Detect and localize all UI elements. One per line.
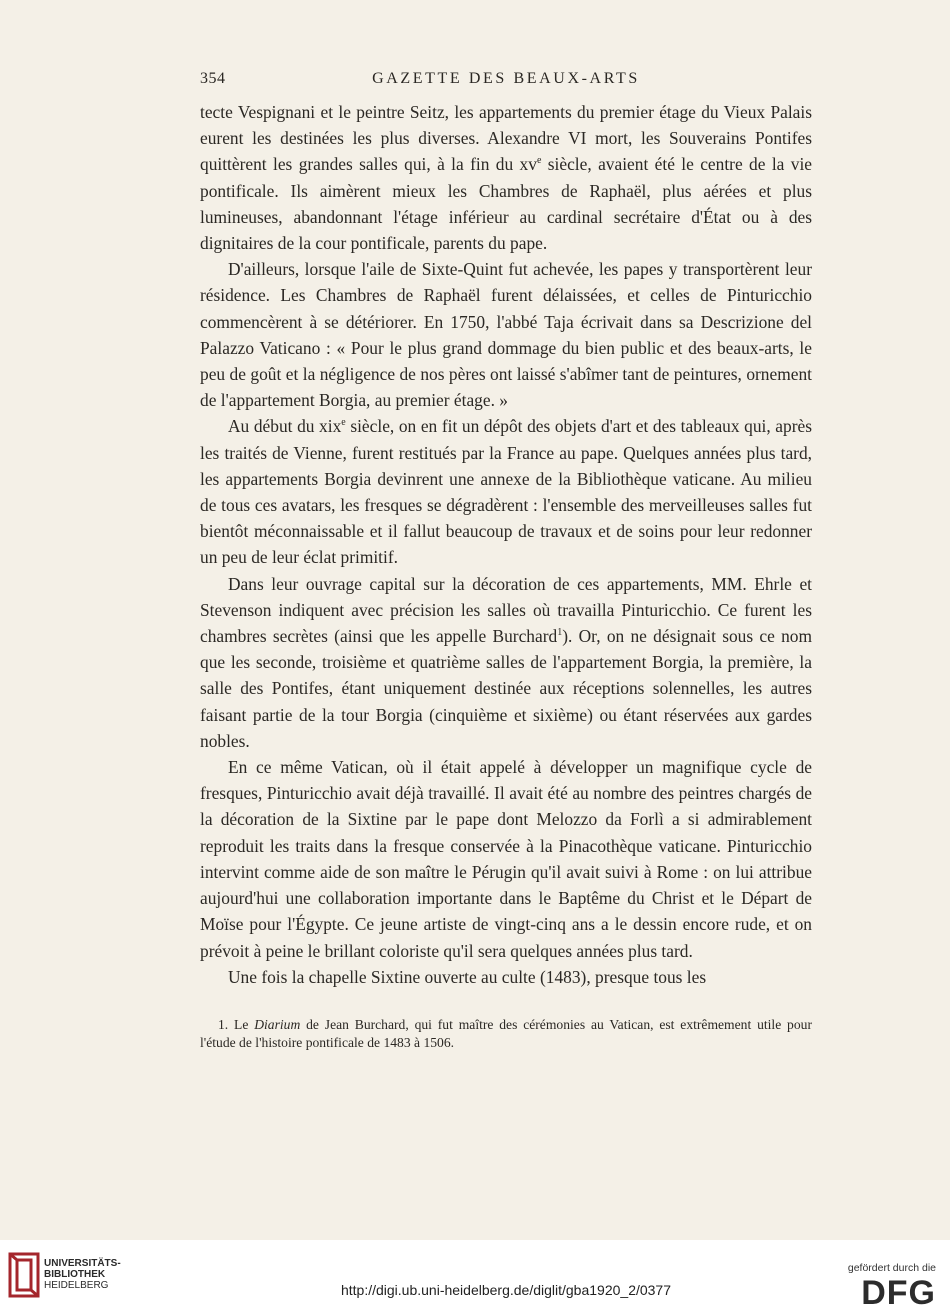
running-header <box>200 70 812 94</box>
article-body <box>200 99 812 990</box>
superscript: e <box>341 417 346 429</box>
italic-title: Descrizione del Palazzo Vaticano <box>200 311 813 358</box>
footnote-reference: 1 <box>557 627 563 639</box>
paragraph-5: En ce même Vatican, où il était appelé à développer un magnifique cycle de fresques, Pinturicchio avait déjà travaillé. Il avait été au nombre des peintres chargés de la décoration de la Sixtine par le pape dont Melozzo da Forlì a si admirablement reproduit les traits dans la fresque conservée à la Pinacothèque vaticane. Pinturicchio intervint comme aide de son maître le Pérugin qu'il avait suivi à Rome : on lui attribue aujourd'hui une collaboration importante dans le Baptême du Christ et le Départ de Moïse pour l'Égypte. Ce jeune artiste de vingt-cinq ans a le dessin encore rude, et on prévoit à peine le brillant coloriste qu'il sera quelques années plus tard. <box>200 757 812 961</box>
permalink[interactable]: http://digi.ub.uni-heidelberg.de/diglit/gba1920_2/0377 <box>340 1282 672 1298</box>
page-number: 354 <box>200 70 226 87</box>
dfg-logo: DFG <box>861 1274 936 1312</box>
superscript: e <box>536 155 542 167</box>
paragraph-4: Dans leur ouvrage capital sur la décoration de ces appartements, MM. Ehrle et Stevenson indiquent avec précision les salles où travailla Pinturicchio. Ce furent les chambres secrètes (ainsi que les appelle Burchard$^1$). Or, on ne désignait sous ce nom que les seconde, troisième et quatrième salles de l'appartement Borgia, la première, la salle des Pontifes, étant uniquement destinée aux réceptions solennelles, les autres faisant partie de la tour Borgia (cinquième et sixième) ou étant réservées aux gardes nobles. <box>200 573 812 751</box>
funding-label: gefördert durch die <box>847 1262 936 1274</box>
paragraph-1: tecte Vespignani et le peintre Seitz, les appartements du premier étage du Vieux Palais eurent les destinées les plus diverses. Alexandre VI mort, les Souverains Pontifes quittèrent les grandes salles qui, à la fin du $xv^e$ siècle, avaient été le centre de la vie pontificale. Ils aimèrent mieux les Chambres de Raphaël, plus aérées et plus lumineuses, abandonnant l'étage inférieur au cardinal secrétaire d'État ou à des dignitaires de la cour pontificale, parents du pape. <box>200 102 812 254</box>
italic-title: Baptême du Christ <box>558 888 695 909</box>
paragraph-6: Une fois la chapelle Sixtine ouverte au culte (1483), presque tous les <box>228 966 707 987</box>
footnote: 1. Le Diarium de Jean Burchard, qui fut maître des cérémonies au Vatican, est extrêmement utile pour l'étude de l'histoire pontificale de 1483 à 1506. <box>200 1017 812 1050</box>
library-name: UNIVERSITÄTS- BIBLIOTHEK HEIDELBERG <box>44 1258 121 1291</box>
paragraph-3: Au début du xix$^e$ siècle, on en fit un dépôt des objets d'art et des tableaux qui, après les traités de Vienne, furent restitués par la France au pape. Quelques années plus tard, les appartements Borgia devinrent une annexe de la Bibliothèque vaticane. Au milieu de tous ces avatars, les fresques se dégradèrent : l'ensemble des merveilleuses salles fut bientôt méconnaissable et il fallut beaucoup de travaux et de soins pour leur redonner un peu de leur éclat primitif. <box>200 416 812 568</box>
italic-title: Diarium <box>254 1017 301 1032</box>
journal-title: GAZETTE DES BEAUX-ARTS <box>372 70 640 87</box>
italic-title: Départ de Moïse pour l'Égypte <box>200 888 812 935</box>
paragraph-2: D'ailleurs, lorsque l'aile de Sixte-Quint fut achevée, les papes y transportèrent leur résidence. Les Chambres de Raphaël furent délaissées, et celles de Pinturicchio commencèrent à se détériorer. En 1750, l'abbé Taja écrivait dans sa Descrizione del Palazzo Vaticano : « Pour le plus grand dommage du bien public et des beaux-arts, le peu de goût et la négligence de nos pères ont laissé s'abîmer tant de peintures, ornement de l'appartement Borgia, au premier étage. » <box>200 259 813 411</box>
university-logo-icon <box>8 1252 40 1298</box>
